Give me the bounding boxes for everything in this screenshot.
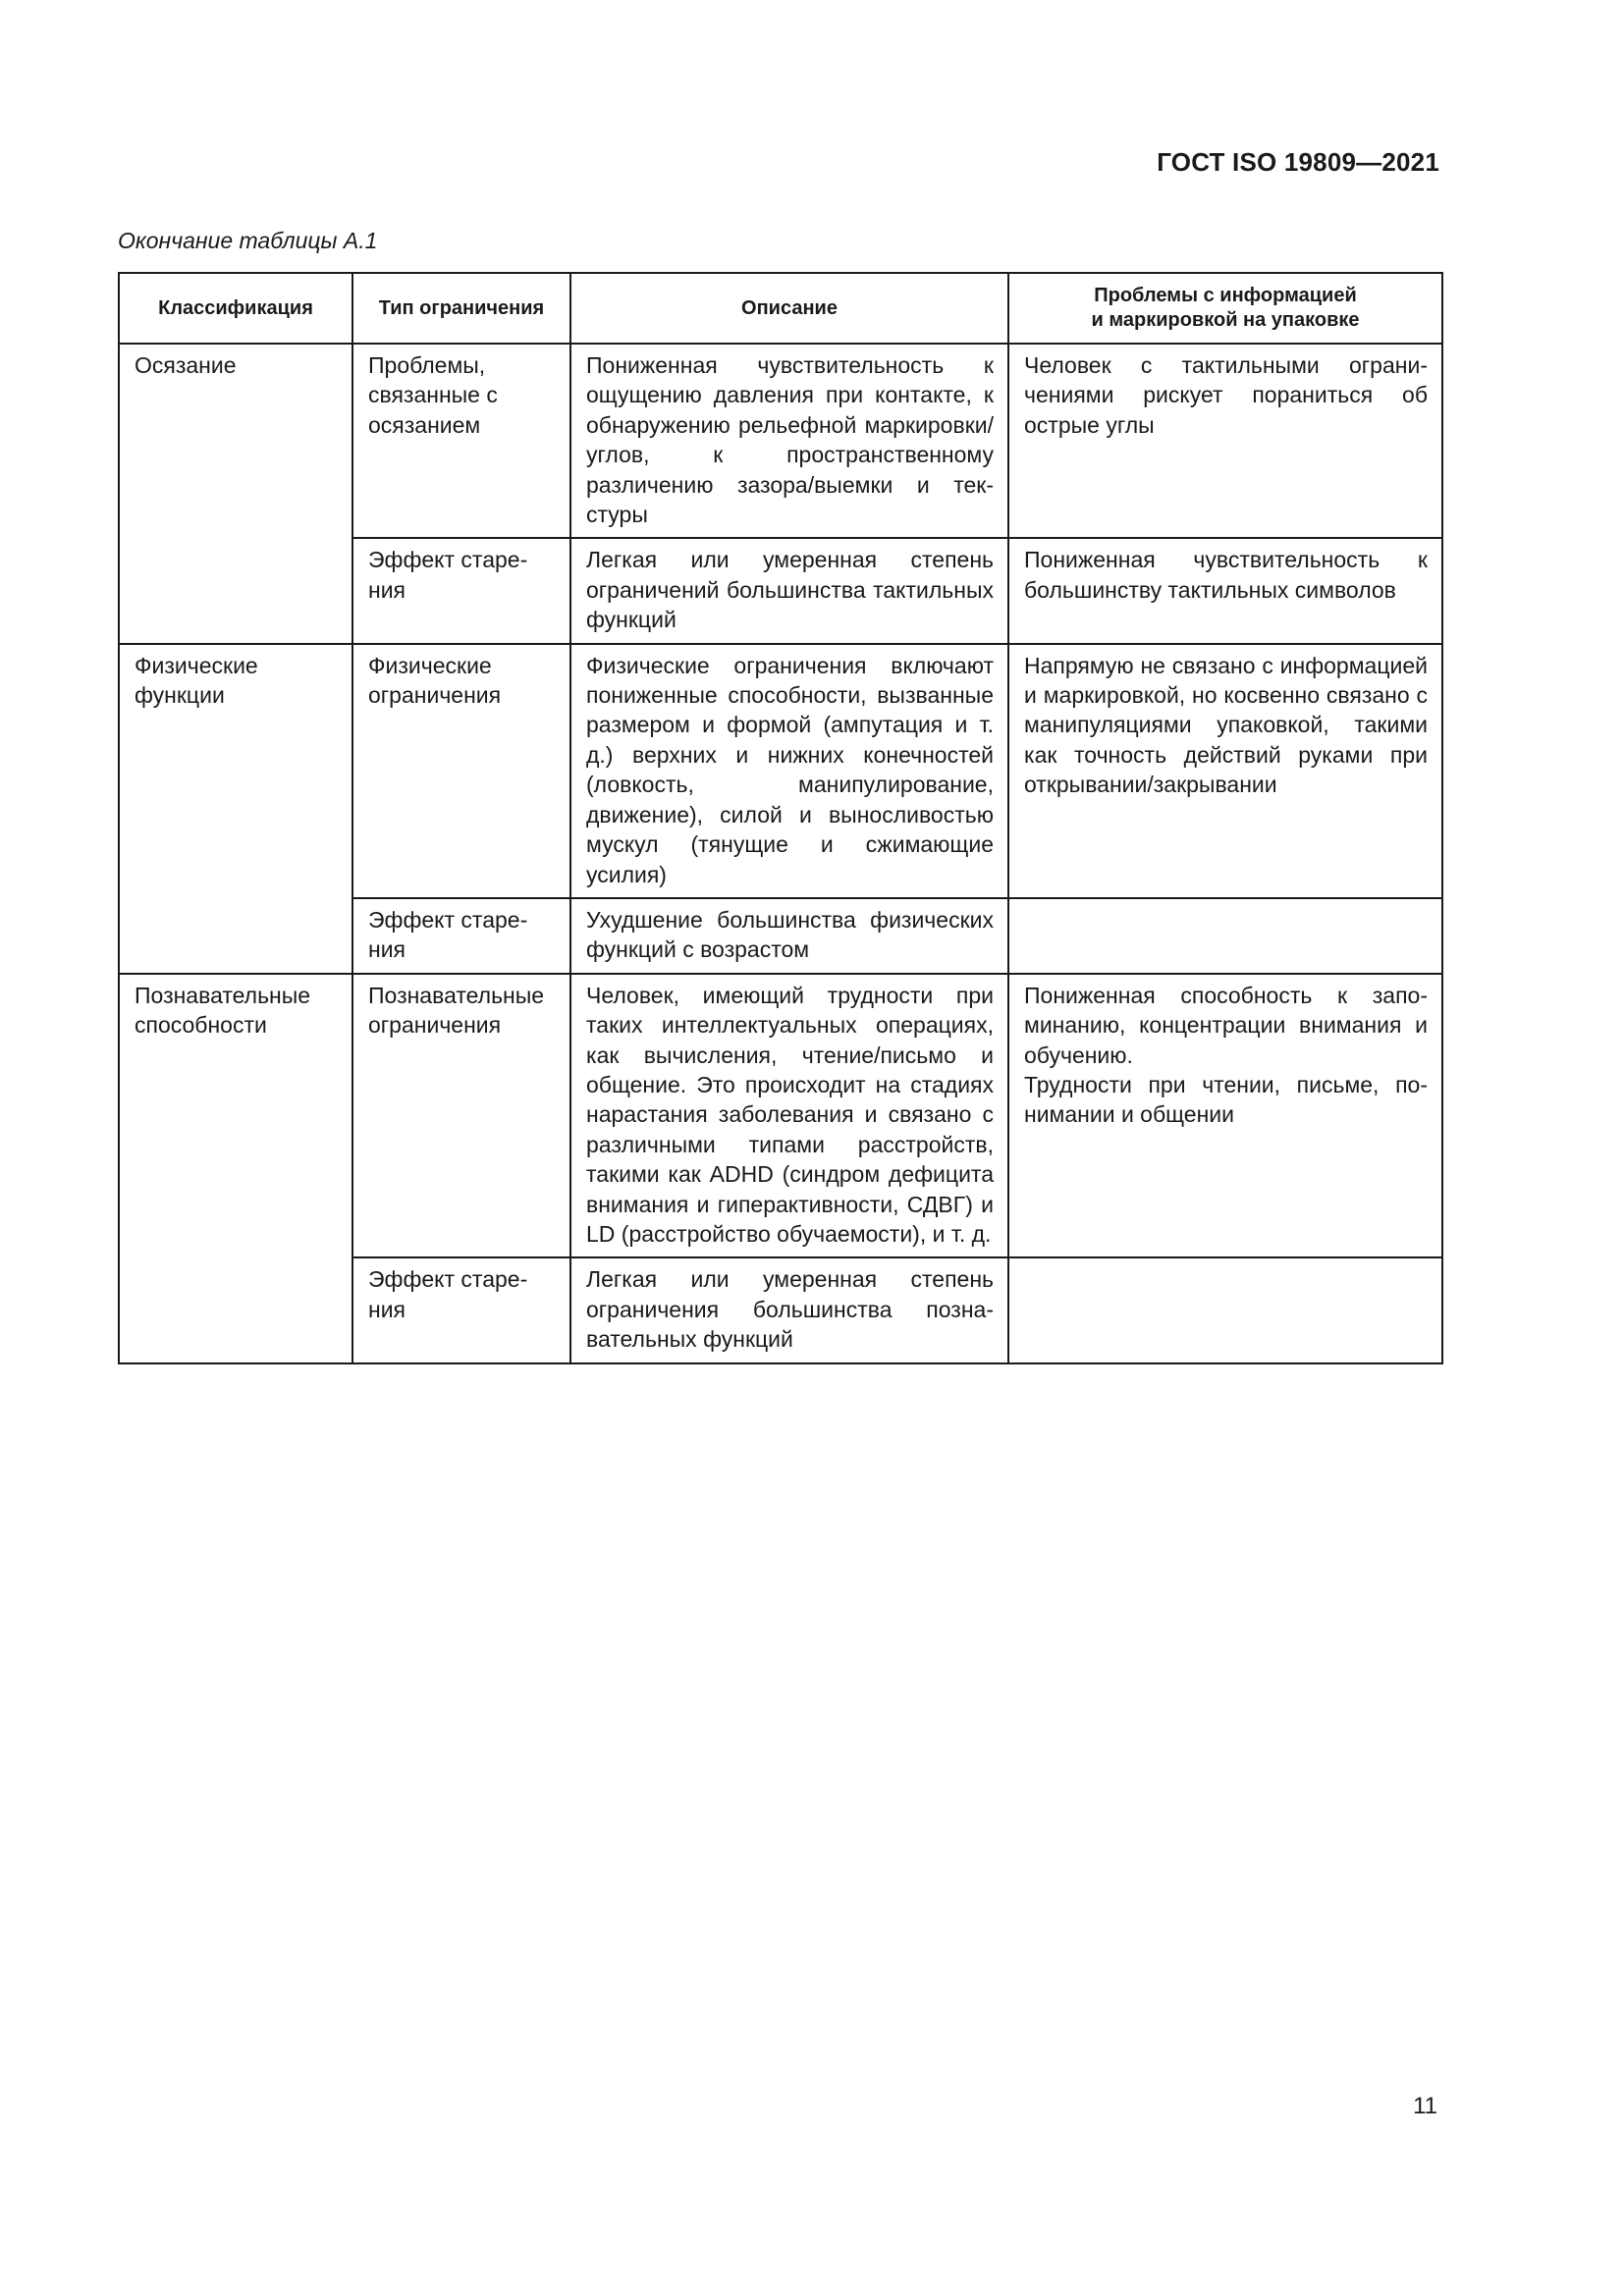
header-classification: Классификация [119,273,352,344]
table-row [119,974,1442,1258]
header-restriction-type: Тип ограничения [352,273,570,344]
page-number: 11 [1413,2093,1437,2119]
classification-cell: Физические функции [119,644,352,974]
classification-cell: Познавательные способности [119,974,352,1363]
description-cell: Человек, имеющий трудности при таких интеллектуальных операциях, как вычисления, чтение/письмо и общение. Это происходит на стадиях нарастания заболевания и связано с различными типами расстройств, такими как ADHD (синдром дефицита внимания и гиперактивности, СДВГ) и LD (расстройство обучаемости), и т. д. [570,974,1008,1258]
header-description: Описание [570,273,1008,344]
restriction-type-cell: Физические ограничения [352,644,570,898]
table-row [119,644,1442,898]
restriction-type-cell: Эффект старения [352,538,570,643]
packaging-problems-cell [1008,644,1442,898]
packaging-problems-text: Пониженная чувствительность к большинству тактильных символов [1024,547,1428,603]
packaging-problems-text: Пониженная способность к запоминанию, концентрации внимания и обучению. [1024,982,1428,1068]
header-packaging-problems [1008,273,1442,344]
packaging-problems-text: Трудности при чтении, письме, понимании и общении [1024,1071,1428,1128]
packaging-problems-cell-empty [1008,1257,1442,1362]
table-header-row [119,273,1442,344]
restriction-type-cell: Проблемы, связанные с осязанием [352,344,570,538]
header-packaging-problems-line2: и маркировкой на упаковке [1091,309,1360,331]
description-cell: Легкая или умеренная степень ограничений большинства тактильных функций [570,538,1008,643]
description-cell: Легкая или умеренная степень ограничения большинства познавательных функций [570,1257,1008,1362]
packaging-problems-cell [1008,538,1442,643]
document-standard-number: ГОСТ ISO 19809—2021 [1157,147,1439,177]
classification-cell: Осязание [119,344,352,644]
table-caption: Окончание таблицы А.1 [118,228,378,253]
packaging-problems-cell [1008,974,1442,1258]
restriction-type-cell: Эффект старения [352,1257,570,1362]
description-cell: Ухудшение большинства физических функций с возрастом [570,898,1008,974]
packaging-problems-text: Человек с тактильными ограничениями рискует пораниться об острые углы [1024,352,1428,438]
packaging-problems-cell-empty [1008,898,1442,974]
header-packaging-problems-line1: Проблемы с информацией [1094,285,1357,306]
description-cell: Физические ограничения включают пониженные способности, вызванные размером и формой (ампутация и т. д.) верхних и нижних конечностей (ловкость, манипулирование, движение), силой и выносливостью мускул (тянущие и сжимающие усилия) [570,644,1008,898]
table-row [119,344,1442,538]
packaging-problems-cell [1008,344,1442,538]
description-cell: Пониженная чувствительность к ощущению давления при контакте, к обнаружению рельефной маркировки/углов, к пространственному различению зазора/выемки и текстуры [570,344,1008,538]
restriction-type-cell: Эффект старения [352,898,570,974]
limitations-table [118,272,1443,1364]
restriction-type-cell: Познавательные ограничения [352,974,570,1258]
packaging-problems-text: Напрямую не связано с информацией и маркировкой, но косвенно связано с манипуляциями упаковкой, такими как точность действий руками при открывании/закрывании [1024,652,1428,798]
